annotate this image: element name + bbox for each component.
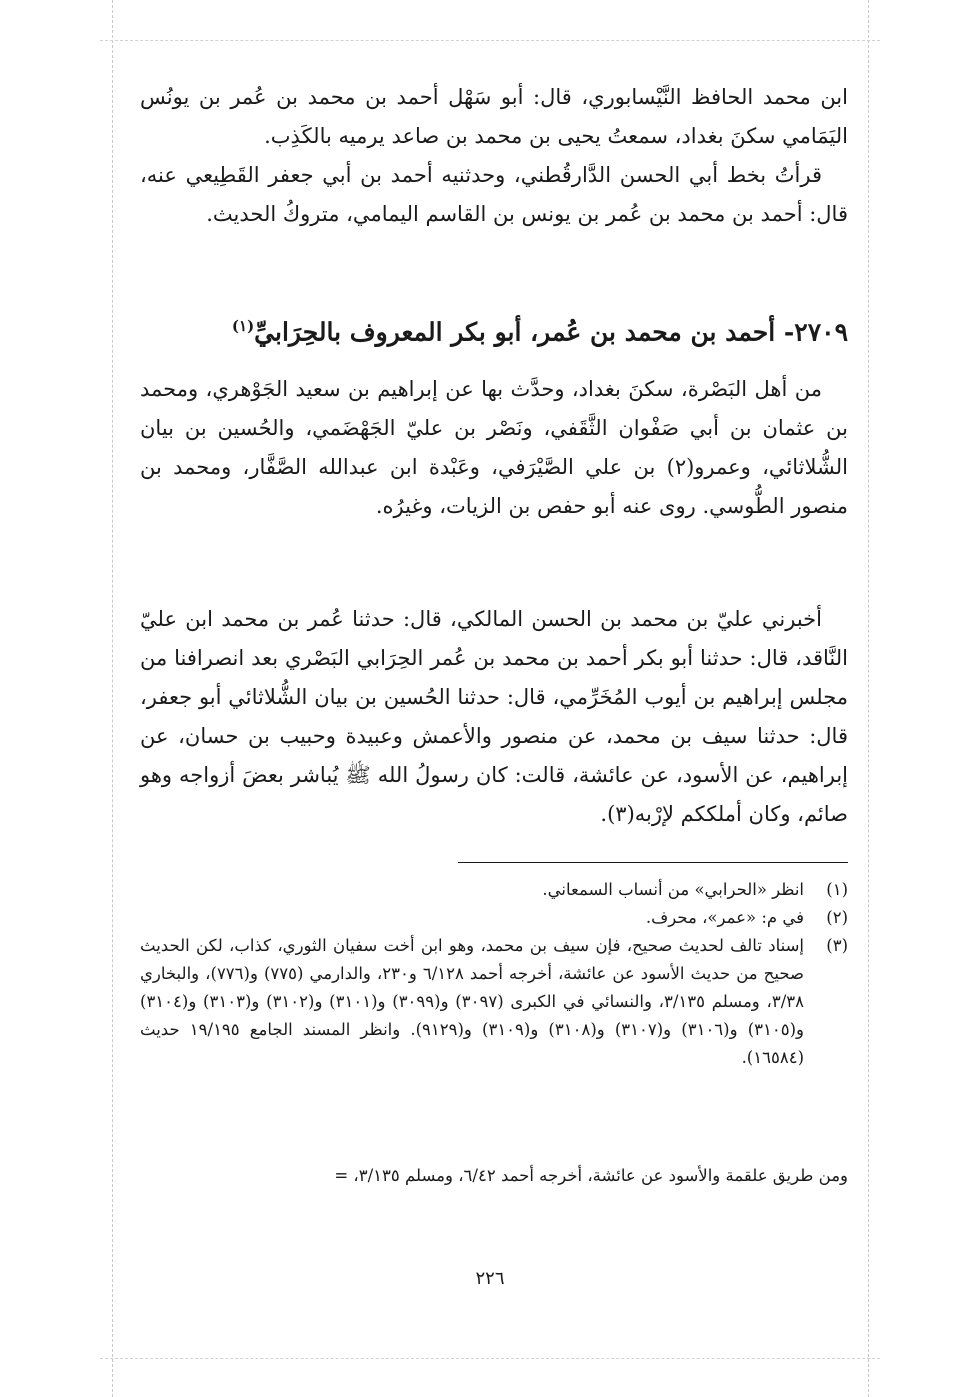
margin-guide-bottom <box>100 1358 880 1359</box>
paragraph: من أهل البَصْرة، سكنَ بغداد، وحدَّث بها عن إبراهيم بن سعيد الجَوْهري، ومحمد بن عثمان بن أبي صَفْوان الثَّقَفي، ونَصْر بن عليّ الجَهْضَمي، والحُسين بن بيان الشُّلاثائي، وعمرو(٢) بن علي الصَّيْرَفي، وعَبْدة ابن عبدالله الصَّفَّار، ومحمد بن منصور الطُّوسي. روى عنه أبو حفص بن الزيات، وغيرُه. <box>140 377 848 518</box>
entry-hadith <box>140 600 848 834</box>
previous-entry-text <box>140 78 848 234</box>
footnote-item <box>140 876 848 904</box>
footnotes <box>140 876 848 1072</box>
footnote-number: (١) <box>826 880 848 899</box>
footnote-item <box>140 932 848 1072</box>
footnote-text: إسناد تالف لحديث صحيح، فإن سيف بن محمد، وهو ابن أخت سفيان الثوري، كذاب، لكن الحديث صحيح من حديث الأسود عن عائشة، أخرجه أحمد ٦/١٢٨ و٢٣٠، والدارمي (٧٧٥) و(٧٧٦)، والبخاري ٣/٣٨، ومسلم ٣/١٣٥، والنسائي في الكبرى (٣٠٩٧) و(٣٠٩٩) و(٣١٠١) و(٣١٠٢) و(٣١٠٣) و(٣١٠٤) و(٣١٠٥) و(٣١٠٦) و(٣١٠٧) و(٣١٠٨) و(٣١٠٩) و(٩١٢٩). وانظر المسند الجامع ١٩/١٩٥ حديث (١٦٥٨٤). <box>140 936 804 1067</box>
entry-heading <box>140 306 848 352</box>
page-number: ٢٢٦ <box>475 1268 505 1289</box>
footnote-number: (٣) <box>826 936 848 955</box>
entry-biography <box>140 370 848 526</box>
footnote-continuation: ومن طريق علقمة والأسود عن عائشة، أخرجه أحمد ٦/٤٢، ومسلم ٣/١٣٥، = <box>334 1166 848 1185</box>
margin-guide-top <box>100 40 880 41</box>
footnote-item <box>140 904 848 932</box>
footnote-separator <box>458 862 848 863</box>
footnote-marker: (١) <box>231 317 255 335</box>
paragraph: قرأتُ بخط أبي الحسن الدَّارقُطني، وحدثنيه أحمد بن أبي جعفر القَطِيعي عنه، قال: أحمد بن محمد بن عُمر بن يونس بن القاسم اليمامي، متروكُ الحديث. <box>140 163 848 226</box>
paragraph: ابن محمد الحافظ النَّيْسابوري، قال: أبو سَهْل أحمد بن محمد بن عُمر بن يونُس اليَمَامي سكنَ بغداد، سمعتُ يحيى بن محمد بن صاعد يرميه بالكَذِب. <box>140 85 848 148</box>
footnote-number: (٢) <box>826 908 848 927</box>
margin-guide-left <box>112 0 113 1397</box>
margin-guide-right <box>868 0 869 1397</box>
footnote-text: انظر «الحرابي» من أنساب السمعاني. <box>542 880 804 899</box>
footnote-text: في م: «عمر»، محرف. <box>645 908 804 927</box>
entry-heading-text: ٢٧٠٩- أحمد بن محمد بن عُمر، أبو بكر المعروف بالحِرَابيِّ <box>254 317 848 347</box>
paragraph: أخبرني عليّ بن محمد بن الحسن المالكي، قال: حدثنا عُمر بن محمد ابن عليّ النَّاقد، قال: حدثنا أبو بكر أحمد بن محمد بن عُمر الحِرَابي البَصْري بعد انصرافنا من مجلس إبراهيم بن أيوب المُخَرِّمي، قال: حدثنا الحُسين بن بيان الشُّلاثائي أبو جعفر، قال: حدثنا سيف بن محمد، عن منصور والأعمش وعبيدة وحبيب بن حسان، عن إبراهيم، عن الأسود، عن عائشة، قالت: كان رسولُ الله ﷺ يُباشر بعضَ أزواجه وهو صائم، وكان أملككم لإرْبه(٣). <box>140 607 848 826</box>
